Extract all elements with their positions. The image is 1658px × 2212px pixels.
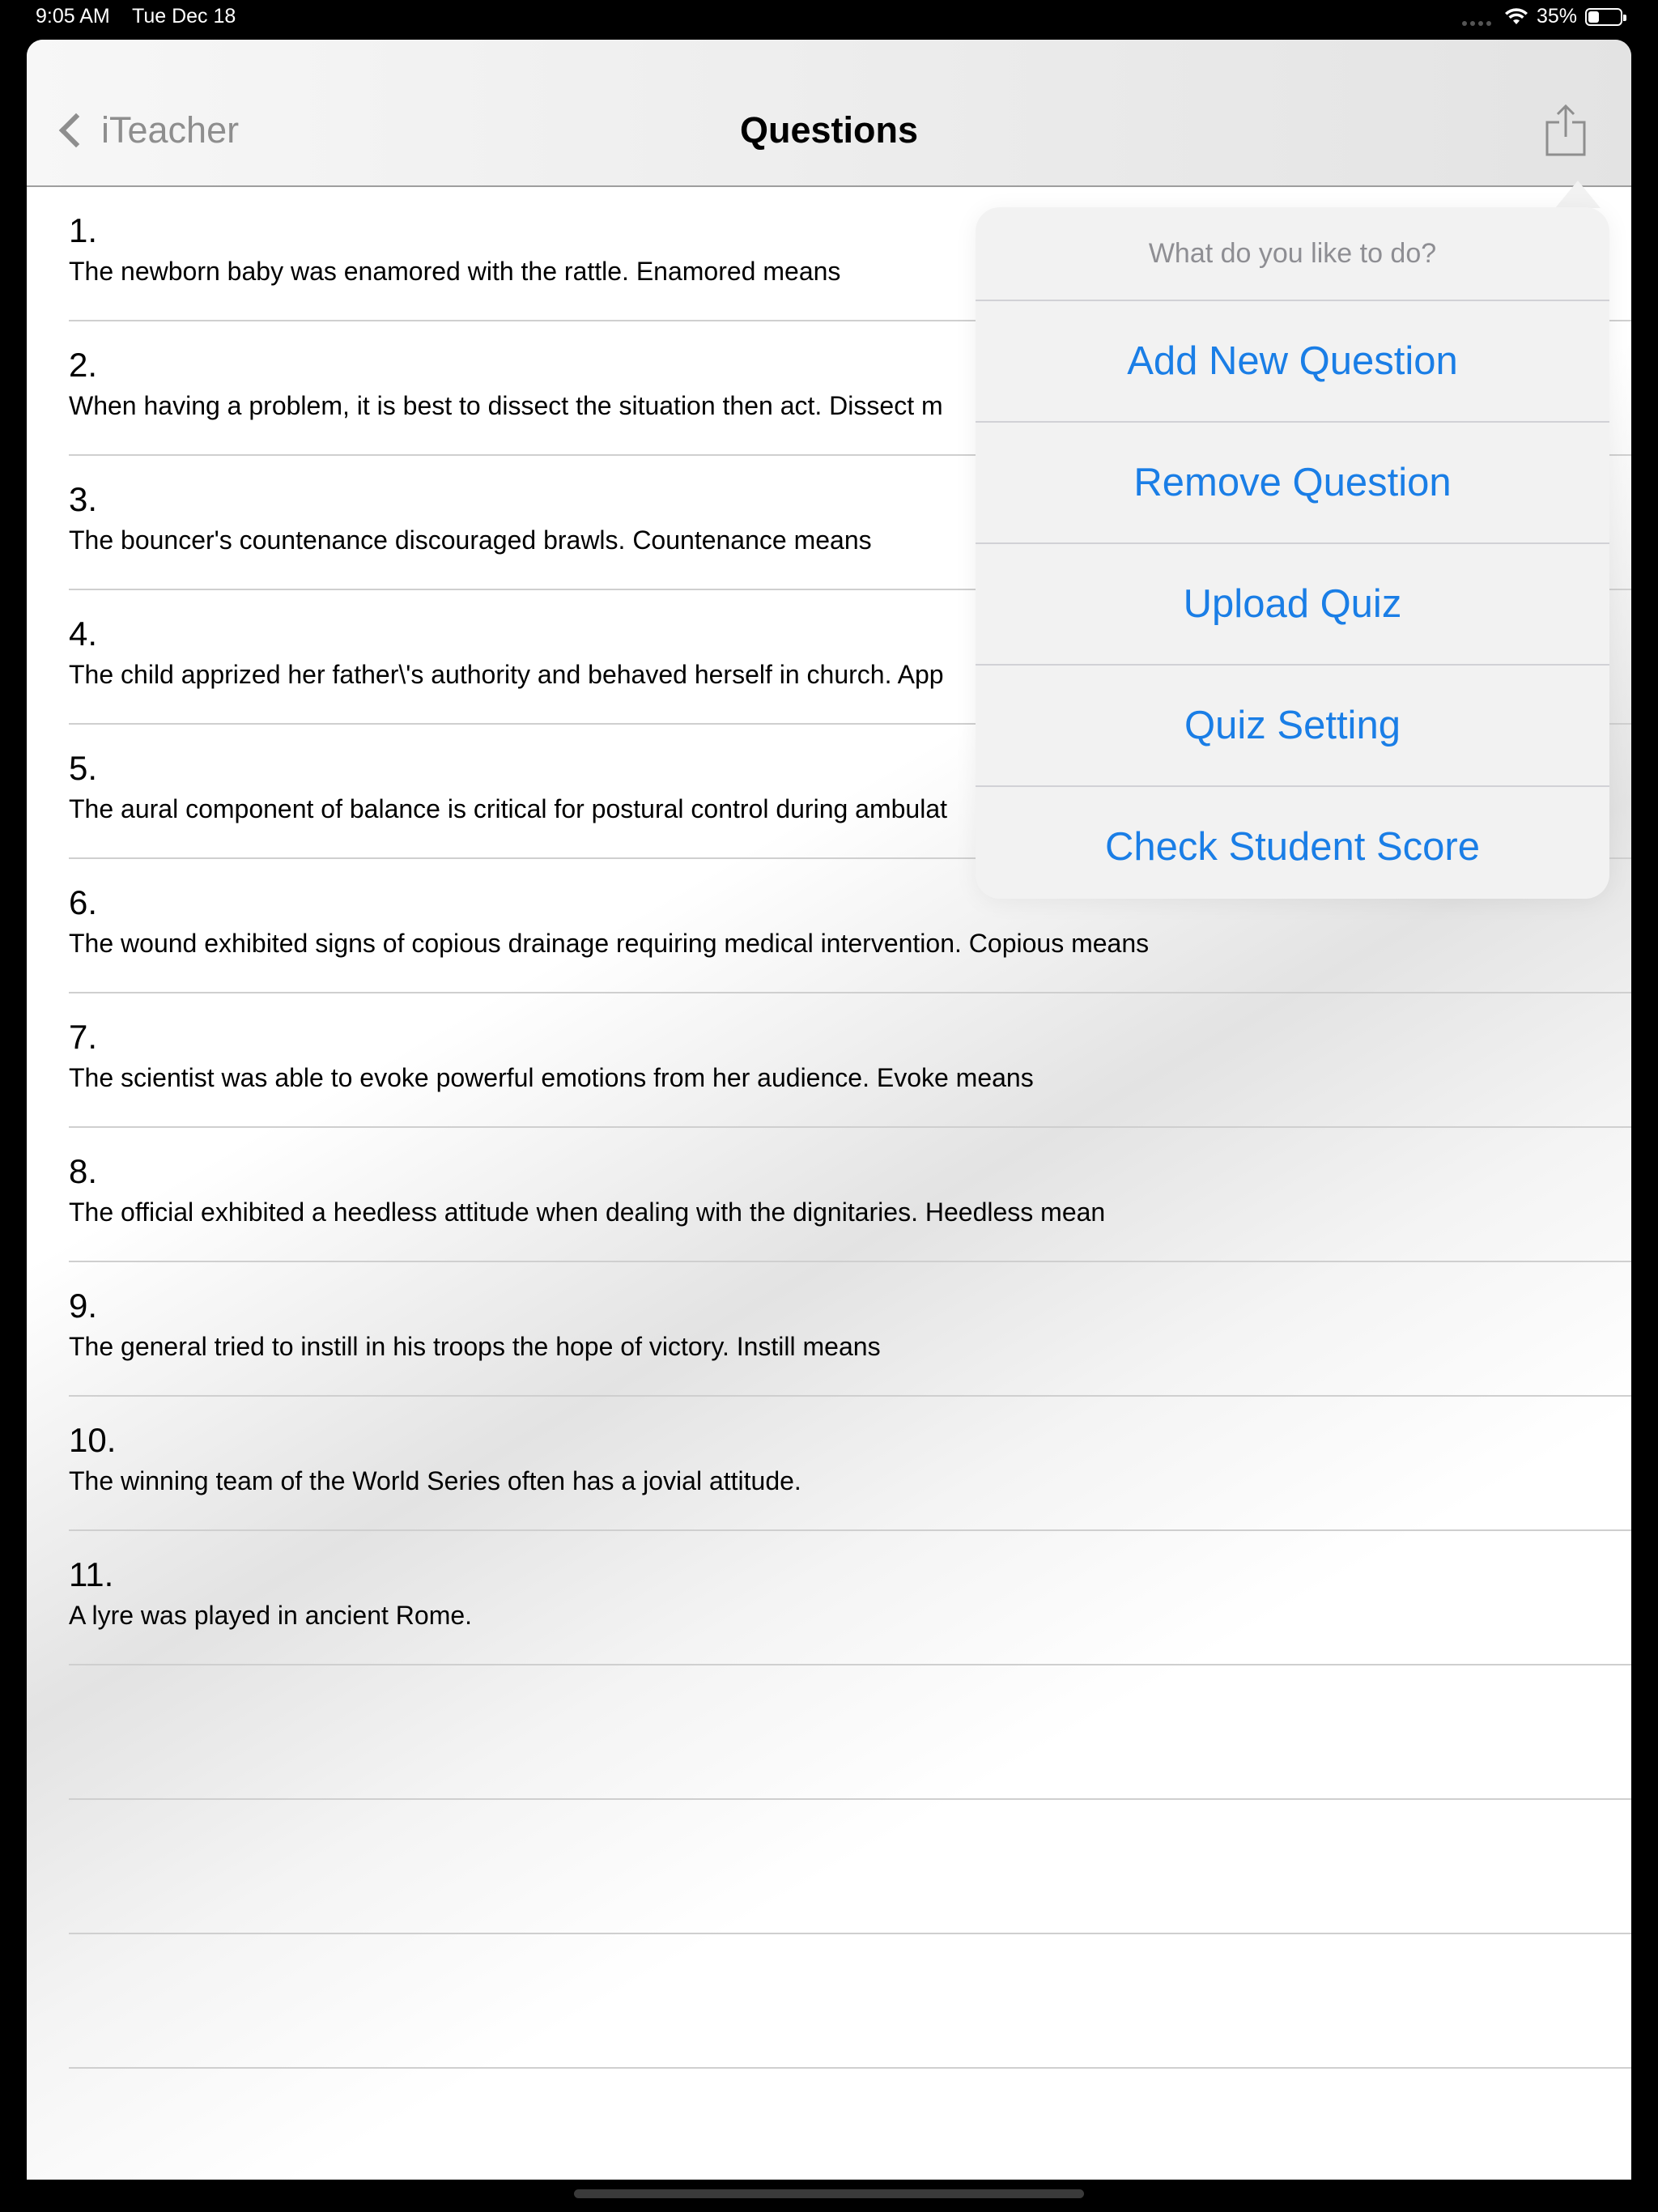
- question-row[interactable]: [69, 993, 1631, 1128]
- battery-icon: [1585, 8, 1622, 26]
- navigation-bar: [27, 40, 1631, 187]
- question-number: 11.: [69, 1555, 114, 1593]
- action-popover: [976, 207, 1609, 899]
- battery-percentage: 35%: [1536, 5, 1577, 28]
- question-text: The bouncer's countenance discouraged brawls. Countenance means: [69, 525, 872, 555]
- question-text: The scientist was able to evoke powerful emotions from her audience. Evoke means: [69, 1063, 1034, 1092]
- question-text: The newborn baby was enamored with the rattle. Enamored means: [69, 257, 841, 286]
- popover-title: What do you like to do?: [976, 207, 1609, 301]
- question-text: The general tried to instill in his troops the hope of victory. Instill means: [69, 1332, 881, 1361]
- status-indicators: [1462, 5, 1622, 28]
- question-text: The wound exhibited signs of copious drainage requiring medical intervention. Copious means: [69, 929, 1150, 958]
- question-number: 3.: [69, 480, 98, 518]
- question-number: 5.: [69, 749, 98, 787]
- question-row[interactable]: [69, 1800, 1631, 1934]
- remove-question-button[interactable]: Remove Question: [976, 423, 1609, 544]
- wifi-icon: [1504, 8, 1528, 26]
- home-indicator: [574, 2189, 1084, 2198]
- add-new-question-button[interactable]: Add New Question: [976, 301, 1609, 423]
- question-number: 9.: [69, 1287, 98, 1325]
- question-row[interactable]: [69, 1665, 1631, 1800]
- question-number: 6.: [69, 883, 98, 921]
- question-row[interactable]: [69, 1934, 1631, 2069]
- status-time: 9:05 AM: [36, 5, 110, 28]
- question-number: 4.: [69, 615, 98, 653]
- question-row[interactable]: [69, 1531, 1631, 1665]
- page-title: Questions: [739, 109, 919, 151]
- question-number: 2.: [69, 346, 98, 384]
- popover-arrow: [1555, 181, 1601, 208]
- question-text: The aural component of balance is critical for postural control during ambulat: [69, 794, 948, 823]
- question-text: The winning team of the World Series often has a jovial attitude.: [69, 1466, 801, 1495]
- question-text: The official exhibited a heedless attitude when dealing with the dignitaries. Heedless mean: [69, 1197, 1106, 1227]
- share-icon[interactable]: [1544, 103, 1588, 158]
- question-text: A lyre was played in ancient Rome.: [69, 1601, 473, 1630]
- question-text: The child apprized her father\'s authority and behaved herself in church. App: [69, 660, 944, 689]
- quiz-setting-button[interactable]: Quiz Setting: [976, 666, 1609, 787]
- question-number: 7.: [69, 1018, 98, 1056]
- cellular-dots-icon: [1462, 8, 1491, 26]
- question-number: 10.: [69, 1421, 117, 1459]
- status-bar: [0, 0, 1658, 39]
- question-row[interactable]: [69, 1262, 1631, 1397]
- check-student-score-button[interactable]: Check Student Score: [1104, 825, 1481, 869]
- back-button-label: iTeacher: [101, 109, 240, 151]
- question-number: 1.: [69, 211, 98, 249]
- question-text: When having a problem, it is best to dissect the situation then act. Dissect m: [69, 391, 943, 420]
- battery-level-fill: [1588, 11, 1599, 23]
- question-row[interactable]: [69, 1128, 1631, 1262]
- question-row[interactable]: [69, 1397, 1631, 1531]
- status-date: Tue Dec 18: [132, 5, 236, 28]
- question-number: 8.: [69, 1152, 98, 1190]
- upload-quiz-button[interactable]: Upload Quiz: [976, 544, 1609, 666]
